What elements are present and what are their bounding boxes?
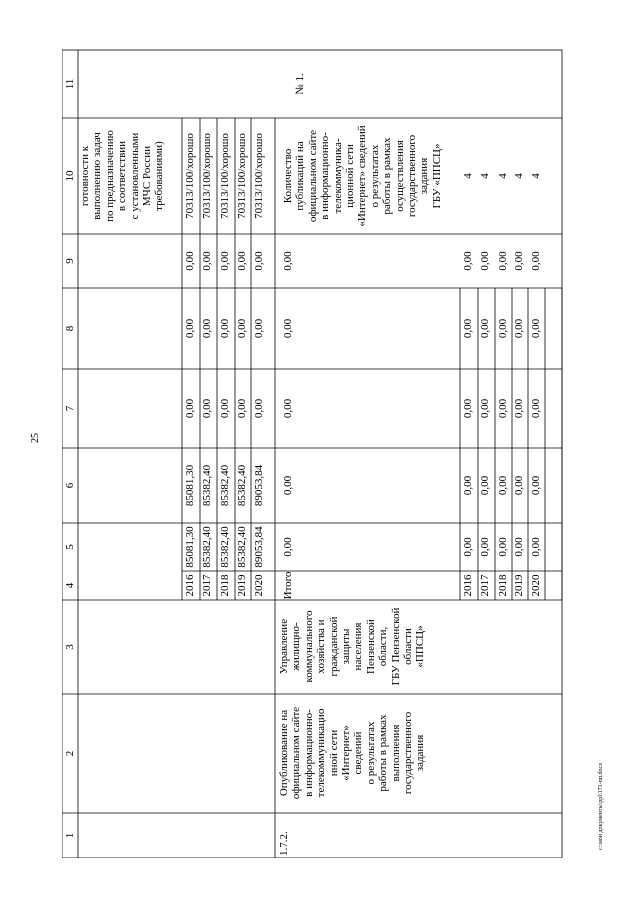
- row-172-cell: 2017: [479, 574, 491, 597]
- row-172-cell: 0,00: [479, 398, 491, 419]
- row-172-cell: 0,00: [497, 537, 509, 557]
- prev-row-cell: 0,00: [201, 398, 213, 419]
- prev-row-cell: 0,00: [253, 398, 265, 419]
- col-header-7: 7: [64, 405, 76, 412]
- prev-row-cell: 85382,40: [219, 526, 231, 568]
- row-172-cell: 4: [513, 173, 525, 179]
- prev-row-cell: 0,00: [236, 398, 248, 419]
- col-header-8: 8: [64, 325, 76, 332]
- footer-file-path: c:\мои документы\ppl\171-пп.docx: [598, 762, 604, 850]
- col-header-1: 1: [64, 832, 76, 839]
- row-172-cell: 0,00: [513, 475, 525, 496]
- prev-row-cell: 0,00: [184, 251, 196, 271]
- prev-row-cell: 85382,40: [219, 464, 231, 507]
- prev-row-cell: 0,00: [184, 398, 196, 419]
- col-header-2: 2: [64, 750, 76, 757]
- rotated-table: [62, 38, 602, 858]
- executor-name: Управление жилищно- коммунального хозяйства и гражданской защиты населения Пензенской области, ГБУ Пензенской области «ППСЦ»: [278, 607, 427, 686]
- col-header-9: 9: [64, 258, 76, 264]
- total-value-7: 0,00: [282, 398, 294, 419]
- prev-row-cell: 85382,40: [201, 526, 213, 568]
- total-value-9: 0,00: [282, 251, 294, 271]
- row-172-cell: 0,00: [462, 251, 474, 271]
- prev-row-cell: 89053,84: [253, 464, 265, 507]
- row-172-cell: 0,00: [530, 318, 542, 339]
- row-172-cell: 0,00: [479, 318, 491, 339]
- prev-indicator-text: готовности к выполнению задач по предназначению в соответствии с установленными МЧС России требованиями): [79, 130, 166, 222]
- row-172-cell: 0,00: [530, 398, 542, 419]
- row-172-cell: 2020: [530, 574, 542, 597]
- row-172-cell: 0,00: [479, 251, 491, 271]
- prev-row-cell: 2019: [236, 574, 248, 597]
- row-172-cell: 0,00: [462, 398, 474, 419]
- row-172-cell: 2016: [462, 574, 474, 597]
- row-172-cell: 0,00: [530, 537, 542, 557]
- row-172-cell: 0,00: [530, 475, 542, 496]
- prev-row-cell: 0,00: [236, 251, 248, 271]
- prev-row-cell: 85382,40: [236, 526, 248, 568]
- row-172-cell: 0,00: [513, 398, 525, 419]
- indicator-text: Количество публикаций на официальном сайте в информационно- телекоммуника- ционной сети «Интернет» сведений о результатах работы в рамках осуществления государственного задания ГБУ «ППСЦ»: [282, 125, 443, 227]
- prev-row-cell: 70313/100/хорошо: [219, 133, 231, 219]
- total-value-6: 0,00: [282, 475, 294, 496]
- row-172-cell: 0,00: [462, 475, 474, 496]
- row-172-cell: 0,00: [497, 318, 509, 339]
- prev-row-cell: 70313/100/хорошо: [236, 133, 248, 219]
- prev-row-cell: 0,00: [253, 251, 265, 271]
- row-172-cell: 0,00: [513, 537, 525, 557]
- prev-row-cell: 0,00: [253, 318, 265, 339]
- prev-row-cell: 0,00: [219, 398, 231, 419]
- reference-number: № 1.: [294, 73, 306, 95]
- activity-name: Опубликование на официальном сайте в информационно- телекоммуникацио нной сети «Интернет» сведений о результатах работы в рамках выполнения государственного задания: [278, 706, 427, 800]
- prev-row-cell: 70313/100/хорошо: [253, 133, 265, 219]
- row-172-cell: 0,00: [462, 537, 474, 557]
- row-172-cell: 0,00: [513, 251, 525, 271]
- row-172-cell: 0,00: [513, 318, 525, 339]
- row-172-cell: 0,00: [462, 318, 474, 339]
- prev-row-cell: 0,00: [201, 251, 213, 271]
- prev-row-cell: 85081,30: [184, 464, 196, 507]
- prev-row-cell: 89053,84: [253, 526, 265, 568]
- col-header-3: 3: [64, 644, 76, 650]
- prev-row-cell: 0,00: [201, 318, 213, 339]
- row-172-cell: 2019: [513, 574, 525, 597]
- prev-row-cell: 0,00: [236, 318, 248, 339]
- prev-row-cell: 0,00: [219, 318, 231, 339]
- row-172-cell: 0,00: [479, 537, 491, 557]
- prev-row-cell: 85382,40: [236, 464, 248, 507]
- prev-row-cell: 2020: [253, 574, 265, 597]
- row-172-cell: 0,00: [497, 398, 509, 419]
- prev-row-cell: 85382,40: [201, 464, 213, 507]
- row-172-cell: 0,00: [497, 251, 509, 271]
- col-header-11: 11: [64, 78, 76, 90]
- prev-row-cell: 85081,30: [184, 526, 196, 568]
- row-172-cell: 2018: [497, 574, 509, 597]
- row-172-cell: 0,00: [530, 251, 542, 271]
- prev-row-cell: 70313/100/хорошо: [184, 133, 196, 219]
- row-172-cell: 4: [497, 173, 509, 179]
- row-172-cell: 4: [479, 173, 491, 179]
- prev-row-cell: 70313/100/хорошо: [201, 133, 213, 219]
- row-172-cell: 0,00: [479, 475, 491, 496]
- total-label: Итого: [282, 571, 294, 600]
- prev-row-cell: 2016: [184, 574, 196, 597]
- total-value-5: 0,00: [282, 537, 294, 557]
- row-172-cell: 4: [530, 173, 542, 179]
- row-172-cell: 0,00: [497, 475, 509, 496]
- prev-row-cell: 2017: [201, 574, 213, 597]
- col-header-5: 5: [64, 544, 76, 550]
- row-number: 1.7.2.: [278, 831, 290, 856]
- total-value-8: 0,00: [282, 318, 294, 339]
- prev-row-cell: 0,00: [219, 251, 231, 271]
- page-number: 25: [30, 433, 41, 443]
- prev-row-cell: 0,00: [184, 318, 196, 339]
- col-header-10: 10: [64, 170, 76, 182]
- row-172-cell: 4: [462, 173, 474, 179]
- col-header-4: 4: [64, 582, 76, 589]
- col-header-6: 6: [64, 482, 76, 489]
- prev-row-cell: 2018: [219, 574, 231, 597]
